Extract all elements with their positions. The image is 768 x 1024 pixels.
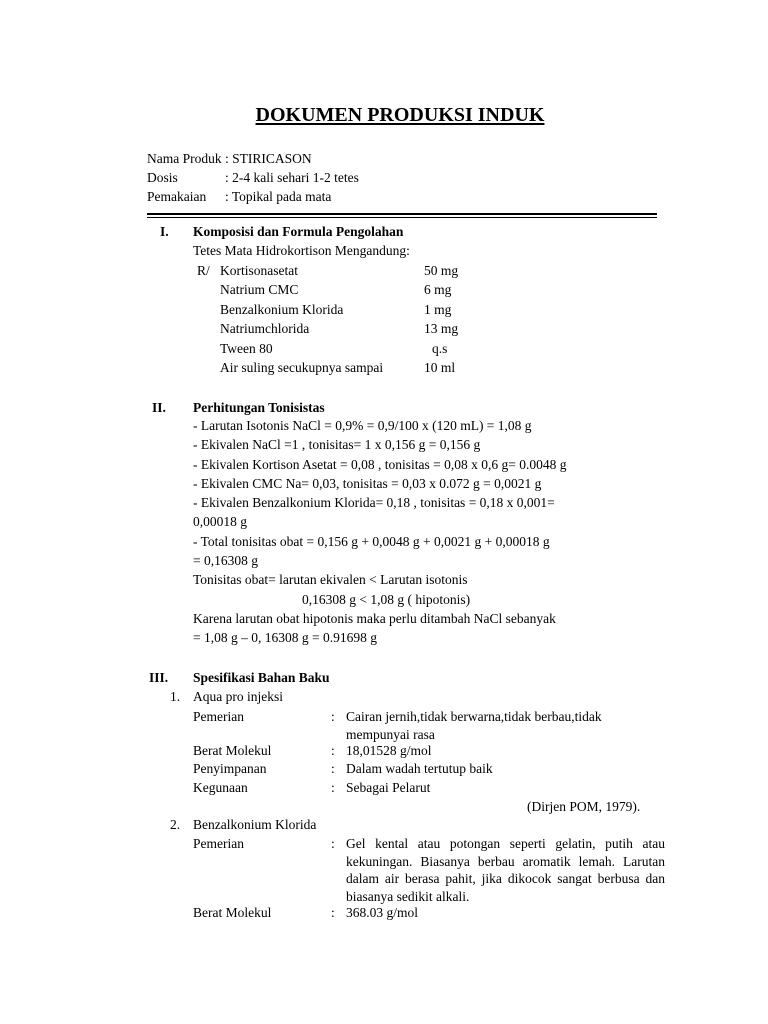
pemerian-label: Pemerian xyxy=(193,836,244,851)
material-number: 1. xyxy=(170,689,181,704)
berat-molekul-label: Berat Molekul xyxy=(193,905,272,920)
ingredient-amount: 13 mg xyxy=(424,321,459,336)
calc-line: - Total tonisitas obat = 0,156 g + 0,0048 g + 0,0021 g + 0,00018 g xyxy=(193,534,550,549)
dosis-value: : 2-4 kali sehari 1-2 tetes xyxy=(225,170,359,185)
calc-line: - Larutan Isotonis NaCl = 0,9% = 0,9/100 x (120 mL) = 1,08 g xyxy=(193,418,532,433)
calc-line: = 1,08 g – 0, 16308 g = 0.91698 g xyxy=(193,630,377,645)
header-divider-thin xyxy=(147,217,657,218)
section3-numeral: III. xyxy=(149,670,169,685)
section3-heading: Spesifikasi Bahan Baku xyxy=(193,670,330,685)
colon: : xyxy=(331,743,335,758)
nama-produk-value: : STIRICASON xyxy=(225,151,312,166)
pemerian-value: Gel kental atau potongan seperti gelatin, putih atau kekuningan. Biasanya berbau aromatik lemah. Larutan dalam air berasa pahit, jika dikocok sangat berbusa dan biasanya sedikit alkali. xyxy=(346,836,665,904)
section1-intro: Tetes Mata Hidrokortison Mengandung: xyxy=(193,243,410,258)
dosis-label: Dosis xyxy=(147,170,178,185)
calc-line: = 0,16308 g xyxy=(193,553,258,568)
recipe-prefix: R/ xyxy=(197,263,210,278)
pemerian-label: Pemerian xyxy=(193,709,244,724)
material-name: Benzalkonium Klorida xyxy=(193,817,317,832)
section1-heading: Komposisi dan Formula Pengolahan xyxy=(193,224,404,239)
ingredient-amount: 6 mg xyxy=(424,282,452,297)
calc-line: Karena larutan obat hipotonis maka perlu ditambah NaCl sebanyak xyxy=(193,611,556,626)
colon: : xyxy=(331,780,335,795)
nama-produk-label: Nama Produk xyxy=(147,151,222,166)
pemakaian-label: Pemakaian xyxy=(147,189,207,204)
kegunaan-label: Kegunaan xyxy=(193,780,248,795)
calc-line: 0,16308 g < 1,08 g ( hipotonis) xyxy=(302,592,471,607)
berat-molekul-value: 368.03 g/mol xyxy=(346,905,419,920)
berat-molekul-label: Berat Molekul xyxy=(193,743,272,758)
pemerian-value: Cairan jernih,tidak berwarna,tidak berbau,tidak mempunyai rasa xyxy=(346,709,602,742)
calc-line: - Ekivalen CMC Na= 0,03, tonisitas = 0,03 x 0.072 g = 0,0021 g xyxy=(193,476,542,491)
reference-citation: (Dirjen POM, 1979). xyxy=(527,799,641,814)
colon: : xyxy=(331,836,335,851)
calc-line: - Ekivalen NaCl =1 , tonisitas= 1 x 0,156 g = 0,156 g xyxy=(193,437,481,452)
colon: : xyxy=(331,905,335,920)
ingredient-name: Natriumchlorida xyxy=(220,321,310,336)
calc-line: 0,00018 g xyxy=(193,514,247,529)
calc-line: - Ekivalen Benzalkonium Klorida= 0,18 , tonisitas = 0,18 x 0,001= xyxy=(193,495,555,510)
material-name: Aqua pro injeksi xyxy=(193,689,283,704)
calc-line: - Ekivalen Kortison Asetat = 0,08 , tonisitas = 0,08 x 0,6 g= 0.0048 g xyxy=(193,457,567,472)
ingredient-name: Air suling secukupnya sampai xyxy=(220,360,384,375)
colon: : xyxy=(331,709,335,724)
ingredient-name: Tween 80 xyxy=(220,341,273,356)
section2-heading: Perhitungan Tonisistas xyxy=(193,400,325,415)
penyimpanan-label: Penyimpanan xyxy=(193,761,267,776)
page-title: DOKUMEN PRODUKSI INDUK xyxy=(255,104,545,126)
penyimpanan-value: Dalam wadah tertutup baik xyxy=(346,761,493,776)
section2-numeral: II. xyxy=(152,400,166,415)
ingredient-amount: 1 mg xyxy=(424,302,452,317)
ingredient-amount: q.s xyxy=(432,341,448,356)
ingredient-name: Natrium CMC xyxy=(220,282,299,297)
ingredient-amount: 50 mg xyxy=(424,263,459,278)
calc-line: Tonisitas obat= larutan ekivalen < Larutan isotonis xyxy=(193,572,468,587)
kegunaan-value: Sebagai Pelarut xyxy=(346,780,431,795)
ingredient-amount: 10 ml xyxy=(424,360,456,375)
header-divider xyxy=(147,213,657,215)
ingredient-name: Kortisonasetat xyxy=(220,263,298,278)
berat-molekul-value: 18,01528 g/mol xyxy=(346,743,432,758)
pemakaian-value: : Topikal pada mata xyxy=(225,189,332,204)
section1-numeral: I. xyxy=(160,224,169,239)
material-number: 2. xyxy=(170,817,181,832)
colon: : xyxy=(331,761,335,776)
ingredient-name: Benzalkonium Klorida xyxy=(220,302,344,317)
